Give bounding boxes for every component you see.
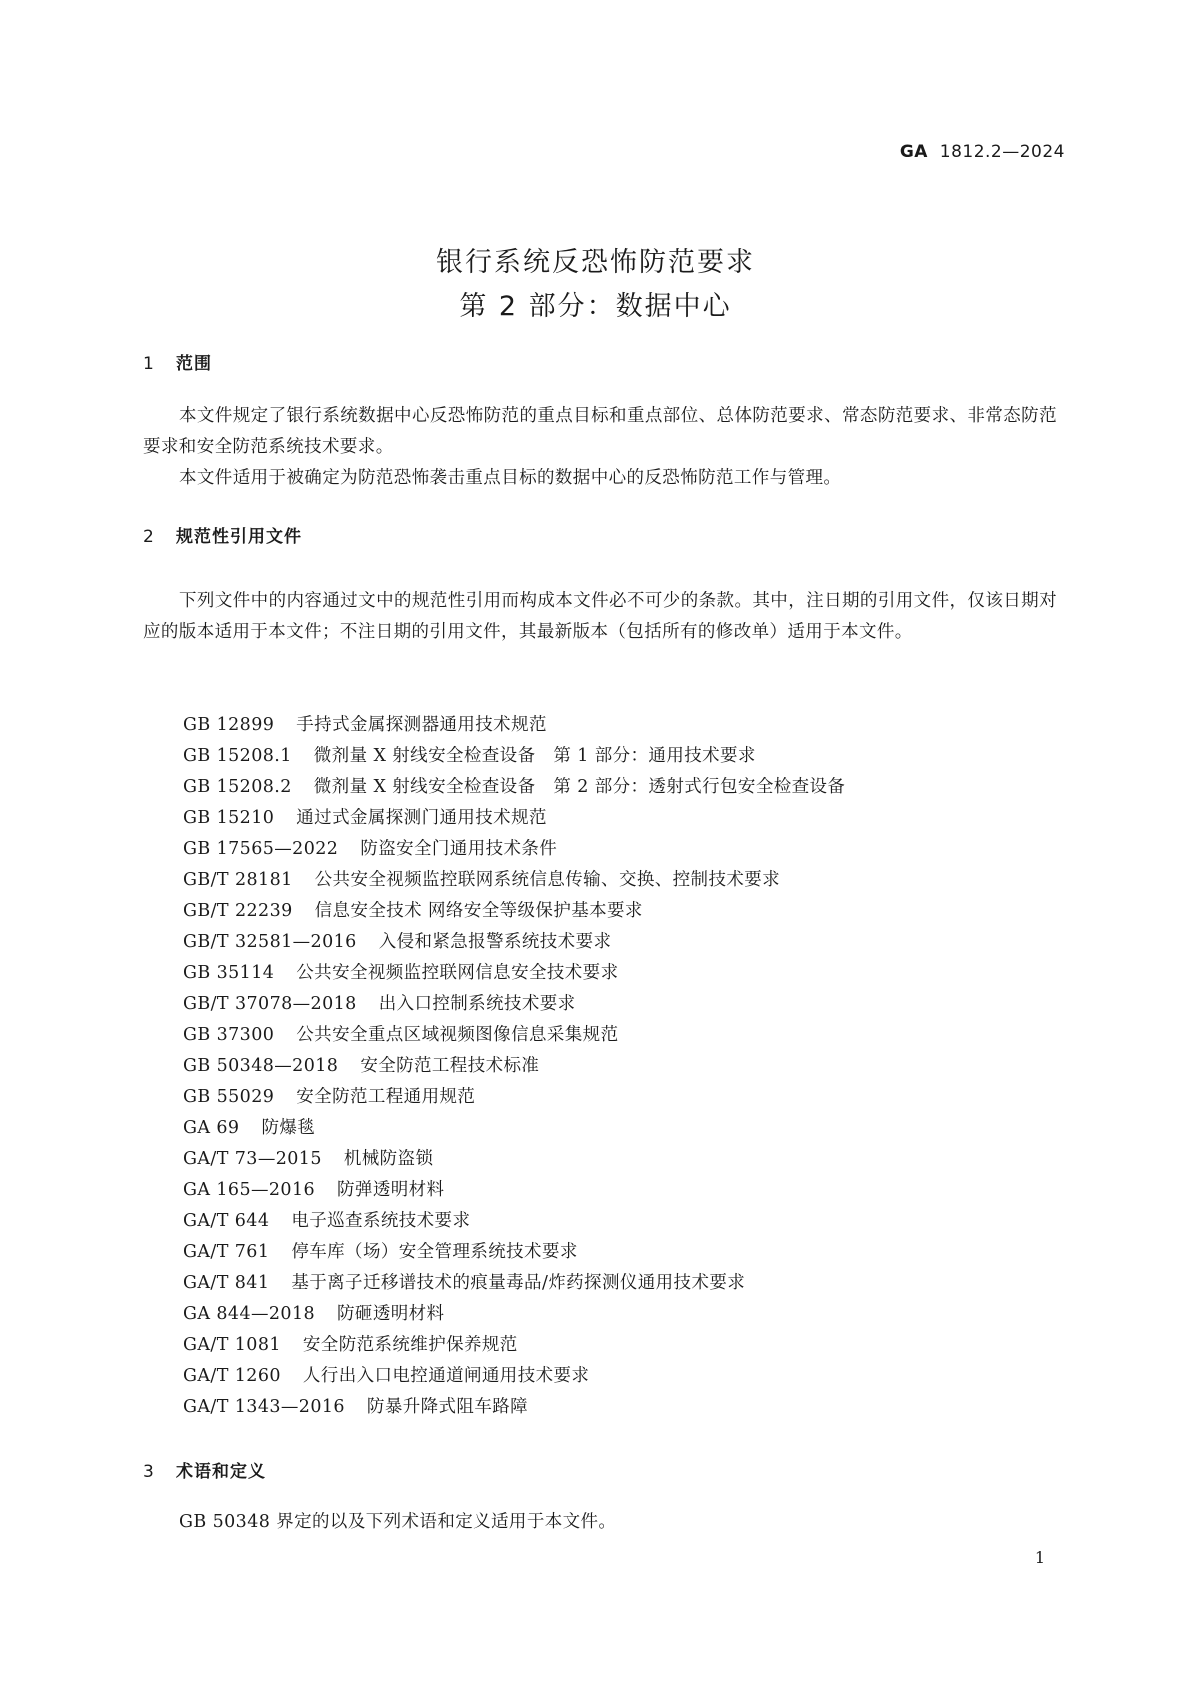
section-number: 2	[143, 527, 155, 547]
reference-code: GA/T 1260	[183, 1366, 281, 1386]
reference-title: 信息安全技术 网络安全等级保护基本要求	[314, 901, 643, 921]
reference-code: GA/T 1081	[183, 1335, 281, 1355]
reference-code: GB 15210	[183, 808, 275, 828]
section-3-paragraph: GB 50348 界定的以及下列术语和定义适用于本文件。	[179, 1512, 617, 1532]
reference-code: GA 165—2016	[183, 1180, 316, 1200]
section-2-paragraph: 下列文件中的内容通过文中的规范性引用而构成本文件必不可少的条款。其中，注日期的引用文件，仅该日期对应的版本适用于本文件；不注日期的引用文件，其最新版本（包括所有的修改单）适用于本文件。	[143, 591, 1057, 642]
reference-code: GB 35114	[183, 963, 275, 983]
section-number: 3	[143, 1462, 155, 1482]
reference-code: GB/T 28181	[183, 870, 293, 890]
reference-code: GA/T 644	[183, 1211, 270, 1231]
reference-item	[183, 1206, 845, 1237]
reference-item	[183, 803, 845, 834]
reference-item	[183, 710, 845, 741]
reference-title: 基于离子迁移谱技术的痕量毒品/炸药探测仪通用技术要求	[291, 1273, 746, 1293]
reference-title: 通过式金属探测门通用技术规范	[296, 808, 547, 828]
reference-code: GA 844—2018	[183, 1304, 316, 1324]
reference-item	[183, 1082, 845, 1113]
reference-title: 防盗安全门通用技术条件	[360, 839, 558, 859]
reference-title: 安全防范系统维护保养规范	[302, 1335, 518, 1355]
section-title: 术语和定义	[176, 1462, 266, 1482]
normative-reference-list	[183, 710, 845, 1423]
reference-title: 公共安全视频监控联网信息安全技术要求	[296, 963, 619, 983]
reference-code: GB 50348—2018	[183, 1056, 339, 1076]
reference-item	[183, 1392, 845, 1423]
reference-item	[183, 1113, 845, 1144]
reference-title: 出入口控制系统技术要求	[378, 994, 576, 1014]
reference-item	[183, 1361, 845, 1392]
reference-item	[183, 1299, 845, 1330]
reference-code: GB 15208.1	[183, 746, 292, 766]
standard-code: 1812.2—2024	[939, 142, 1065, 162]
reference-title: 防暴升降式阻车路障	[366, 1397, 529, 1417]
section-number: 1	[143, 354, 155, 374]
reference-code: GB/T 32581—2016	[183, 932, 357, 952]
reference-title: 入侵和紧急报警系统技术要求	[378, 932, 612, 952]
reference-item	[183, 865, 845, 896]
reference-code: GA/T 761	[183, 1242, 270, 1262]
reference-code: GA 69	[183, 1118, 240, 1138]
reference-title: 人行出入口电控通道闸通用技术要求	[302, 1366, 590, 1386]
section-3-heading	[143, 1457, 266, 1482]
document-title: 银行系统反恐怖防范要求	[436, 247, 755, 278]
reference-code: GB/T 22239	[183, 901, 293, 921]
reference-title: 安全防范工程技术标准	[360, 1056, 540, 1076]
reference-item	[183, 1144, 845, 1175]
reference-item	[183, 1051, 845, 1082]
reference-item	[183, 1237, 845, 1268]
reference-title: 微剂量 X 射线安全检查设备 第 1 部分：通用技术要求	[313, 746, 756, 766]
reference-title: 公共安全重点区域视频图像信息采集规范	[296, 1025, 619, 1045]
reference-item	[183, 772, 845, 803]
reference-item	[183, 1330, 845, 1361]
reference-code: GA/T 1343—2016	[183, 1397, 345, 1417]
section-title: 规范性引用文件	[176, 527, 302, 547]
reference-code: GB 17565—2022	[183, 839, 339, 859]
reference-code: GA/T 73—2015	[183, 1149, 322, 1169]
document-subtitle: 第 2 部分：数据中心	[459, 291, 732, 322]
reference-code: GB 15208.2	[183, 777, 292, 797]
reference-title: 停车库（场）安全管理系统技术要求	[291, 1242, 578, 1262]
reference-title: 电子巡查系统技术要求	[291, 1211, 471, 1231]
reference-title: 微剂量 X 射线安全检查设备 第 2 部分：透射式行包安全检查设备	[313, 777, 846, 797]
reference-title: 防砸透明材料	[337, 1304, 445, 1324]
reference-item	[183, 741, 845, 772]
reference-title: 手持式金属探测器通用技术规范	[296, 715, 547, 735]
section-1-paragraph: 本文件规定了银行系统数据中心反恐怖防范的重点目标和重点部位、总体防范要求、常态防范要求、非常态防范要求和安全防范系统技术要求。	[143, 406, 1057, 457]
reference-item	[183, 1268, 845, 1299]
reference-item	[183, 1020, 845, 1051]
reference-title: 机械防盗锁	[343, 1149, 434, 1169]
section-1-paragraph: 本文件适用于被确定为防范恐怖袭击重点目标的数据中心的反恐怖防范工作与管理。	[179, 468, 842, 488]
reference-item	[183, 989, 845, 1020]
reference-item	[183, 1175, 845, 1206]
reference-title: 防弹透明材料	[337, 1180, 445, 1200]
reference-item	[183, 834, 845, 865]
reference-code: GA/T 841	[183, 1273, 270, 1293]
standard-prefix: GA	[899, 142, 928, 162]
standard-number	[900, 142, 1065, 162]
reference-title: 安全防范工程通用规范	[296, 1087, 476, 1107]
reference-title: 公共安全视频监控联网系统信息传输、交换、控制技术要求	[314, 870, 781, 890]
reference-title: 防爆毯	[261, 1118, 316, 1138]
reference-item	[183, 927, 845, 958]
reference-code: GB 37300	[183, 1025, 275, 1045]
reference-item	[183, 896, 845, 927]
reference-code: GB 12899	[183, 715, 275, 735]
section-1-heading	[143, 349, 212, 374]
page-number: 1	[1034, 1548, 1045, 1567]
reference-code: GB 55029	[183, 1087, 275, 1107]
reference-item	[183, 958, 845, 989]
reference-code: GB/T 37078—2018	[183, 994, 357, 1014]
section-2-heading	[143, 522, 302, 547]
section-title: 范围	[176, 354, 212, 374]
